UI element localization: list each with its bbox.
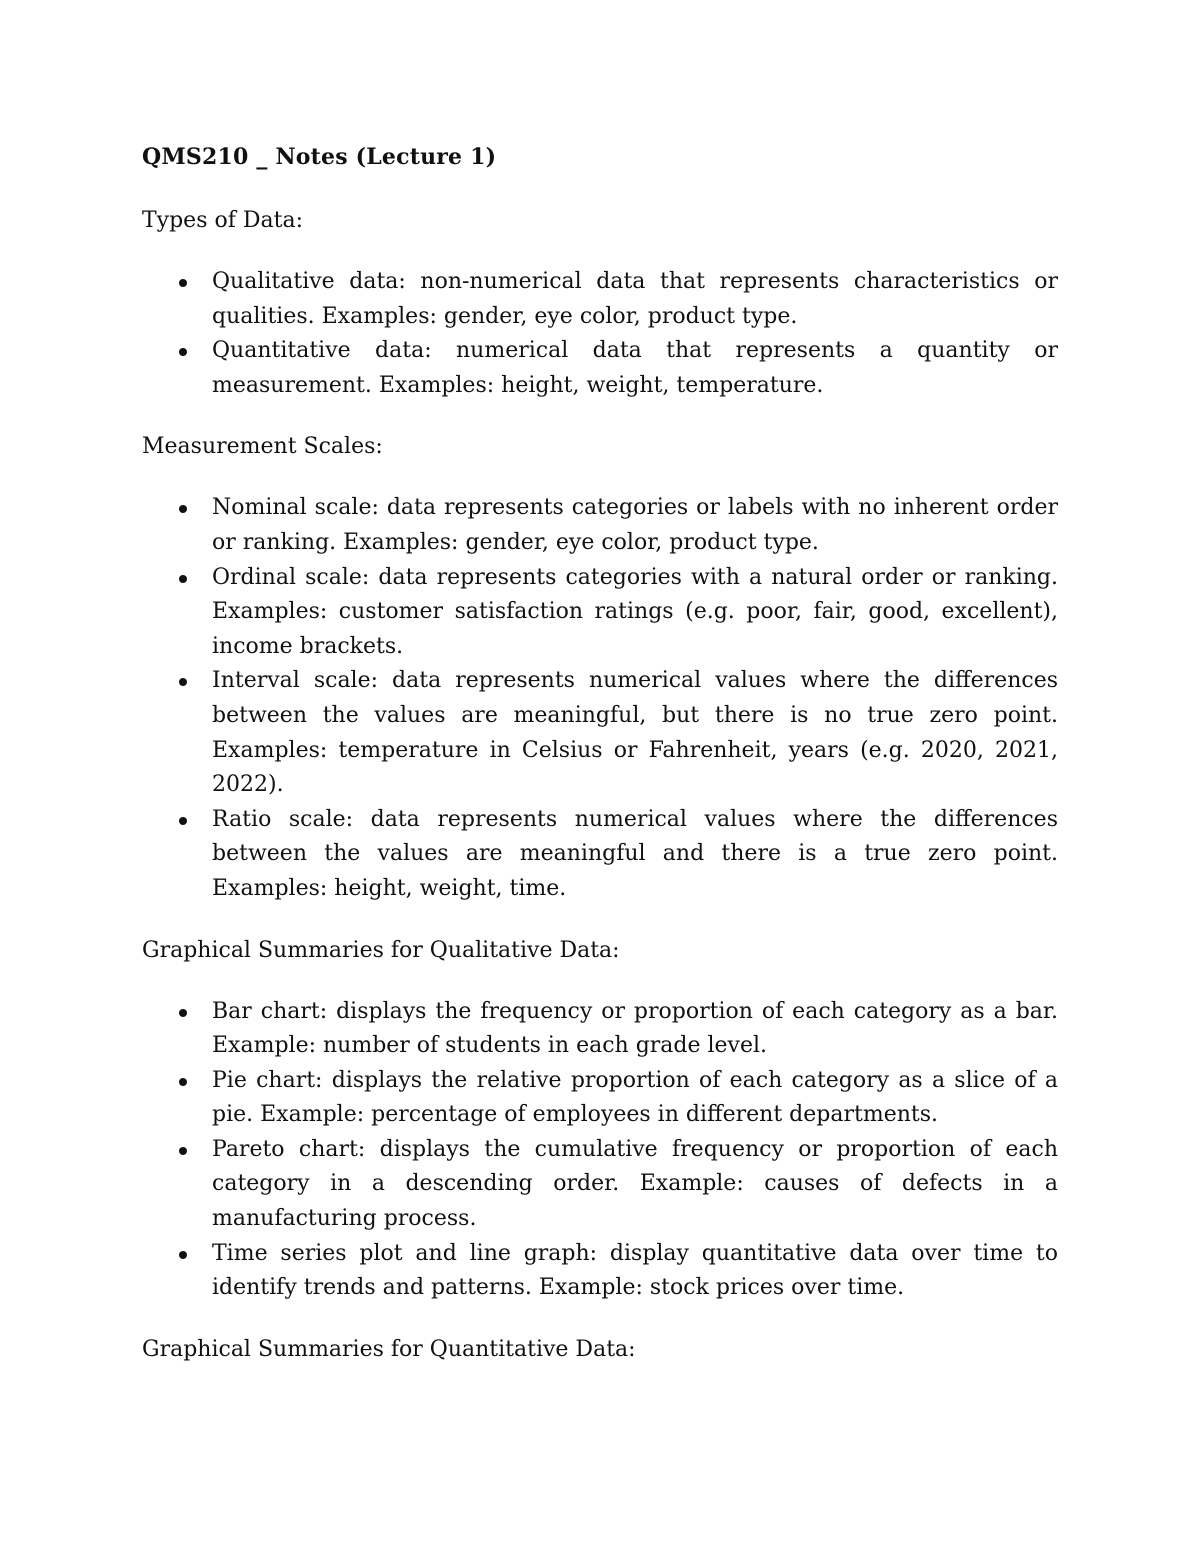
list-item-text: Ordinal scale: data represents categories with a natural order or ranking. Examples: customer satisfaction ratings (e.g. poor, fair, good, excellent), income brackets. bbox=[212, 564, 1058, 659]
section-heading: Types of Data: bbox=[142, 208, 303, 233]
section-measurement-scales bbox=[142, 429, 1058, 906]
section-heading: Graphical Summaries for Quantitative Data: bbox=[142, 1336, 636, 1362]
document-title: QMS210 _ Notes (Lecture 1) bbox=[142, 144, 497, 170]
list-item bbox=[142, 1064, 1058, 1133]
list-item bbox=[142, 334, 1058, 403]
list-item-text: Qualitative data: non-numerical data that represents characteristics or qualities. Examples: gender, eye color, product type. bbox=[212, 269, 1058, 329]
list-item bbox=[142, 803, 1058, 907]
list-item bbox=[142, 1237, 1058, 1306]
section-types-of-data bbox=[142, 203, 1058, 403]
list-item-text: Ratio scale: data represents numerical values where the differences between the values are meaningful and there is a true zero point. Examples: height, weight, time. bbox=[212, 806, 1058, 901]
list-item bbox=[142, 664, 1058, 802]
bullet-icon bbox=[179, 575, 187, 583]
list-item bbox=[142, 995, 1058, 1064]
bullet-icon bbox=[179, 1251, 187, 1259]
section-heading: Measurement Scales: bbox=[142, 434, 383, 460]
bullet-icon bbox=[179, 817, 187, 825]
list-item bbox=[142, 561, 1058, 665]
list-item-text: Pareto chart: displays the cumulative frequency or proportion of each category in a descending order. Example: causes of defects in a manufacturing process. bbox=[212, 1136, 1058, 1232]
list-item bbox=[142, 265, 1058, 334]
list-item bbox=[142, 1133, 1058, 1237]
list-item-text: Nominal scale: data represents categories or labels with no inherent order or ranking. Examples: gender, eye color, product type. bbox=[212, 495, 1058, 555]
bullet-icon bbox=[179, 1009, 187, 1017]
bullet-icon bbox=[179, 678, 187, 686]
section-heading: Graphical Summaries for Qualitative Data: bbox=[142, 937, 620, 963]
bullet-icon bbox=[179, 348, 187, 356]
section-graphical-summaries-quantitative bbox=[142, 1332, 1058, 1368]
section-graphical-summaries-qualitative bbox=[142, 933, 1058, 1306]
bullet-icon bbox=[179, 279, 187, 287]
list-item-text: Pie chart: displays the relative proportion of each category as a slice of a pie. Example: percentage of employees in different departments. bbox=[212, 1067, 1058, 1128]
document-page bbox=[142, 139, 1058, 1394]
list-item-text: Quantitative data: numerical data that represents a quantity or measurement. Examples: height, weight, temperature. bbox=[212, 338, 1058, 398]
bullet-list bbox=[142, 491, 1058, 906]
bullet-icon bbox=[179, 1147, 187, 1155]
bullet-icon bbox=[179, 505, 187, 513]
bullet-list bbox=[142, 995, 1058, 1306]
bullet-list bbox=[142, 265, 1058, 403]
list-item-text: Time series plot and line graph: display quantitative data over time to identify trends and patterns. Example: stock prices over time. bbox=[212, 1240, 1058, 1301]
list-item bbox=[142, 491, 1058, 560]
list-item-text: Interval scale: data represents numerical values where the differences between the values are meaningful, but there is no true zero point. Examples: temperature in Celsius or Fahrenheit, years (e.g. 2020, 2021, 2022). bbox=[212, 668, 1058, 798]
list-item-text: Bar chart: displays the frequency or proportion of each category as a bar. Example: number of students in each grade level. bbox=[212, 998, 1058, 1059]
bullet-icon bbox=[179, 1078, 187, 1086]
